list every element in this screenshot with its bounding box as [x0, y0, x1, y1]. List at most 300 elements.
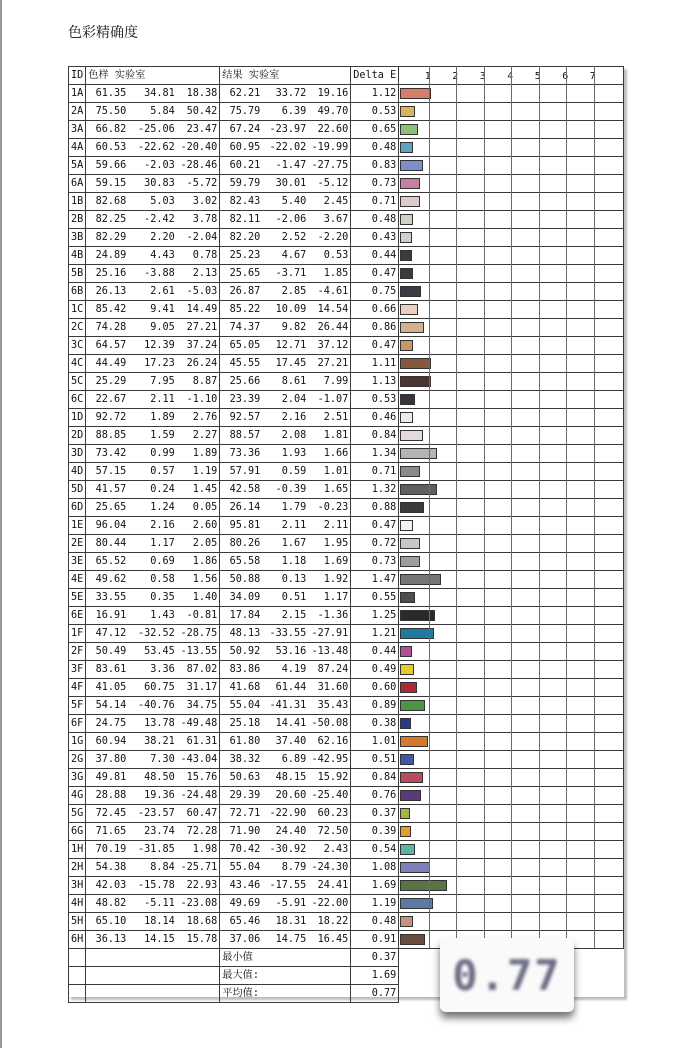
delta-e-value: 0.72: [351, 535, 399, 553]
table-row: [69, 355, 624, 373]
result-l-value: 75.79: [229, 106, 261, 117]
table-header-row: [69, 67, 624, 85]
delta-e-value: 1.08: [351, 859, 399, 877]
delta-e-bar: [400, 304, 418, 315]
row-id: 1A: [69, 85, 86, 103]
result-lab-cell: [220, 607, 351, 625]
result-b-value: -42.95: [311, 754, 349, 765]
result-l-value: 80.26: [229, 538, 261, 549]
row-id: 1H: [69, 841, 86, 859]
delta-e-bar-cell: [399, 913, 624, 931]
delta-e-bar: [400, 502, 424, 513]
reference-b-value: 1.98: [192, 844, 218, 855]
result-a-value: 17.45: [275, 358, 307, 369]
result-lab-cell: [220, 247, 351, 265]
result-lab-cell: [220, 319, 351, 337]
row-id: 5F: [69, 697, 86, 715]
table-row: [69, 805, 624, 823]
result-l-value: 57.91: [229, 466, 261, 477]
delta-e-bar: [400, 862, 430, 873]
result-a-value: 1.93: [281, 448, 307, 459]
reference-l-value: 41.05: [95, 682, 127, 693]
result-lab-cell: [220, 931, 351, 949]
delta-e-bar: [400, 772, 423, 783]
delta-e-bar-cell: [399, 535, 624, 553]
delta-e-bar-cell: [399, 373, 624, 391]
reference-lab-cell: [86, 121, 220, 139]
delta-e-value: 0.47: [351, 265, 399, 283]
delta-e-bar: [400, 358, 431, 369]
result-lab-cell: [220, 121, 351, 139]
result-b-value: 1.95: [323, 538, 349, 549]
table-row: [69, 301, 624, 319]
reference-lab-cell: [86, 625, 220, 643]
delta-e-bar-cell: [399, 265, 624, 283]
result-l-value: 55.04: [229, 700, 261, 711]
reference-b-value: 2.60: [192, 520, 218, 531]
reference-l-value: 83.61: [95, 664, 127, 675]
result-a-value: 1.67: [281, 538, 307, 549]
delta-e-value: 0.75: [351, 283, 399, 301]
reference-a-value: 8.84: [150, 862, 175, 873]
delta-e-bar: [400, 826, 411, 837]
delta-e-value: 0.49: [351, 661, 399, 679]
reference-lab-cell: [86, 679, 220, 697]
delta-e-bar-cell: [399, 499, 624, 517]
result-b-value: 72.50: [317, 826, 349, 837]
delta-e-bar-cell: [399, 355, 624, 373]
row-id: 2E: [69, 535, 86, 553]
result-a-value: 2.08: [281, 430, 307, 441]
result-a-value: 2.04: [281, 394, 307, 405]
reference-a-value: 18.14: [144, 916, 175, 927]
delta-e-bar: [400, 484, 436, 495]
row-id: 3B: [69, 229, 86, 247]
delta-e-bar: [400, 916, 413, 927]
reference-l-value: 88.85: [95, 430, 127, 441]
result-l-value: 55.04: [229, 862, 261, 873]
reference-b-value: 23.47: [186, 124, 218, 135]
result-b-value: 2.51: [323, 412, 349, 423]
result-b-value: 37.12: [317, 340, 349, 351]
reference-b-value: 37.24: [186, 340, 218, 351]
result-b-value: 27.21: [317, 358, 349, 369]
row-id: 4G: [69, 787, 86, 805]
table-row: [69, 409, 624, 427]
delta-e-bar: [400, 430, 423, 441]
result-a-value: 33.72: [275, 88, 307, 99]
reference-lab-cell: [86, 769, 220, 787]
result-lab-cell: [220, 769, 351, 787]
delta-e-bar-cell: [399, 895, 624, 913]
reference-a-value: 2.20: [150, 232, 175, 243]
result-b-value: 16.45: [317, 934, 349, 945]
result-lab-cell: [220, 427, 351, 445]
delta-e-value: 0.53: [351, 103, 399, 121]
result-l-value: 42.58: [229, 484, 261, 495]
summary-value: 0.37: [351, 949, 399, 967]
reference-l-value: 70.19: [95, 844, 127, 855]
result-b-value: -0.23: [317, 502, 349, 513]
row-id: 4F: [69, 679, 86, 697]
row-id: 4D: [69, 463, 86, 481]
reference-l-value: 92.72: [95, 412, 127, 423]
delta-e-bar-cell: [399, 409, 624, 427]
reference-l-value: 25.65: [95, 502, 127, 513]
reference-l-value: 96.04: [95, 520, 127, 531]
reference-a-value: 1.17: [150, 538, 175, 549]
delta-e-bar: [400, 628, 433, 639]
reference-a-value: 3.36: [150, 664, 175, 675]
reference-a-value: 2.11: [150, 394, 175, 405]
delta-e-bar-cell: [399, 769, 624, 787]
delta-e-bar-cell: [399, 121, 624, 139]
delta-e-bar: [400, 286, 421, 297]
delta-e-bar: [400, 412, 413, 423]
delta-e-value: 0.91: [351, 931, 399, 949]
delta-e-bar: [400, 232, 412, 243]
row-id: 3C: [69, 337, 86, 355]
reference-a-value: -3.88: [144, 268, 175, 279]
delta-e-bar: [400, 664, 413, 675]
row-id: 5C: [69, 373, 86, 391]
row-id: 2F: [69, 643, 86, 661]
header-id: ID: [69, 67, 86, 85]
reference-b-value: 1.89: [192, 448, 218, 459]
delta-e-bar-cell: [399, 427, 624, 445]
delta-e-value: 1.32: [351, 481, 399, 499]
result-l-value: 61.80: [229, 736, 261, 747]
delta-e-value: 0.84: [351, 769, 399, 787]
delta-e-value: 0.53: [351, 391, 399, 409]
reference-lab-cell: [86, 607, 220, 625]
reference-lab-cell: [86, 427, 220, 445]
result-l-value: 26.14: [229, 502, 261, 513]
delta-e-bar-cell: [399, 859, 624, 877]
result-b-value: 19.16: [317, 88, 349, 99]
delta-e-value: 1.47: [351, 571, 399, 589]
average-highlight-value: 0.77: [452, 950, 562, 1000]
reference-b-value: 87.02: [186, 664, 218, 675]
result-a-value: -22.90: [269, 808, 307, 819]
result-l-value: 23.39: [229, 394, 261, 405]
reference-lab-cell: [86, 463, 220, 481]
reference-b-value: -25.71: [180, 862, 218, 873]
result-b-value: 35.43: [317, 700, 349, 711]
delta-e-bar: [400, 448, 437, 459]
result-b-value: -24.30: [311, 862, 349, 873]
delta-e-bar-cell: [399, 823, 624, 841]
reference-a-value: 0.35: [150, 592, 175, 603]
result-a-value: -23.97: [269, 124, 307, 135]
delta-e-bar: [400, 898, 433, 909]
color-accuracy-table: [68, 66, 624, 1003]
table-row: [69, 913, 624, 931]
delta-e-value: 0.65: [351, 121, 399, 139]
result-b-value: -50.08: [311, 718, 349, 729]
reference-lab-cell: [86, 175, 220, 193]
result-l-value: 25.18: [229, 718, 261, 729]
result-b-value: -19.99: [311, 142, 349, 153]
result-lab-cell: [220, 571, 351, 589]
reference-a-value: 0.57: [150, 466, 175, 477]
reference-b-value: 72.28: [186, 826, 218, 837]
result-lab-cell: [220, 265, 351, 283]
scale-tick-label: 7: [589, 71, 596, 82]
result-b-value: 14.54: [317, 304, 349, 315]
result-b-value: -25.40: [311, 790, 349, 801]
row-id: 4E: [69, 571, 86, 589]
reference-l-value: 74.28: [95, 322, 127, 333]
delta-e-bar-cell: [399, 625, 624, 643]
table-row: [69, 697, 624, 715]
reference-a-value: -40.76: [137, 700, 175, 711]
result-l-value: 71.90: [229, 826, 261, 837]
reference-b-value: -23.08: [180, 898, 218, 909]
reference-l-value: 82.25: [95, 214, 127, 225]
reference-lab-cell: [86, 895, 220, 913]
delta-e-bar: [400, 592, 415, 603]
reference-lab-cell: [86, 805, 220, 823]
reference-lab-cell: [86, 103, 220, 121]
row-id: 4H: [69, 895, 86, 913]
table-row: [69, 841, 624, 859]
reference-l-value: 54.38: [95, 862, 127, 873]
row-id: 3D: [69, 445, 86, 463]
reference-lab-cell: [86, 283, 220, 301]
result-l-value: 37.06: [229, 934, 261, 945]
row-id: 2G: [69, 751, 86, 769]
result-l-value: 65.46: [229, 916, 261, 927]
reference-b-value: 2.13: [192, 268, 218, 279]
row-id: 1C: [69, 301, 86, 319]
result-lab-cell: [220, 103, 351, 121]
delta-e-value: 0.39: [351, 823, 399, 841]
row-id: 1B: [69, 193, 86, 211]
result-a-value: 24.40: [275, 826, 307, 837]
summary-empty-cell: [69, 967, 86, 985]
result-lab-cell: [220, 517, 351, 535]
summary-empty-cell: [86, 967, 220, 985]
result-b-value: 18.22: [317, 916, 349, 927]
reference-a-value: -22.62: [137, 142, 175, 153]
reference-l-value: 49.81: [95, 772, 127, 783]
reference-lab-cell: [86, 481, 220, 499]
reference-b-value: 18.68: [186, 916, 218, 927]
reference-lab-cell: [86, 859, 220, 877]
reference-b-value: 3.02: [192, 196, 218, 207]
delta-e-bar-cell: [399, 697, 624, 715]
reference-lab-cell: [86, 211, 220, 229]
result-lab-cell: [220, 697, 351, 715]
delta-e-value: 0.60: [351, 679, 399, 697]
result-b-value: 60.23: [317, 808, 349, 819]
reference-lab-cell: [86, 85, 220, 103]
reference-b-value: -13.55: [180, 646, 218, 657]
reference-b-value: -1.10: [186, 394, 218, 405]
delta-e-bar-cell: [399, 175, 624, 193]
result-lab-cell: [220, 751, 351, 769]
result-b-value: 22.60: [317, 124, 349, 135]
result-b-value: -1.07: [317, 394, 349, 405]
delta-e-bar-cell: [399, 319, 624, 337]
result-b-value: -2.20: [317, 232, 349, 243]
delta-e-bar-cell: [399, 391, 624, 409]
delta-e-bar: [400, 844, 415, 855]
delta-e-bar-cell: [399, 733, 624, 751]
delta-e-bar-cell: [399, 337, 624, 355]
row-id: 2B: [69, 211, 86, 229]
reference-lab-cell: [86, 661, 220, 679]
result-a-value: 30.01: [275, 178, 307, 189]
row-id: 6C: [69, 391, 86, 409]
reference-lab-cell: [86, 319, 220, 337]
summary-value: 1.69: [351, 967, 399, 985]
row-id: 6H: [69, 931, 86, 949]
reference-l-value: 59.15: [95, 178, 127, 189]
delta-e-value: 1.13: [351, 373, 399, 391]
reference-lab-cell: [86, 373, 220, 391]
scale-tick-label: 4: [507, 71, 514, 82]
color-accuracy-sheet: [68, 66, 624, 997]
delta-e-value: 0.44: [351, 643, 399, 661]
result-a-value: 6.39: [281, 106, 307, 117]
result-b-value: 62.16: [317, 736, 349, 747]
row-id: 4A: [69, 139, 86, 157]
delta-e-bar-cell: [399, 247, 624, 265]
reference-l-value: 66.82: [95, 124, 127, 135]
reference-a-value: 5.03: [150, 196, 175, 207]
reference-b-value: 61.31: [186, 736, 218, 747]
table-row: [69, 571, 624, 589]
delta-e-bar: [400, 700, 424, 711]
table-row: [69, 283, 624, 301]
delta-e-bar: [400, 160, 423, 171]
reference-l-value: 71.65: [95, 826, 127, 837]
delta-e-bar: [400, 934, 425, 945]
delta-e-bar-cell: [399, 85, 624, 103]
row-id: 4C: [69, 355, 86, 373]
result-lab-cell: [220, 553, 351, 571]
table-row: [69, 859, 624, 877]
reference-b-value: -20.40: [180, 142, 218, 153]
result-a-value: 1.79: [281, 502, 307, 513]
result-a-value: -1.47: [275, 160, 307, 171]
delta-e-bar: [400, 808, 410, 819]
reference-l-value: 16.91: [95, 610, 127, 621]
delta-e-value: 0.76: [351, 787, 399, 805]
reference-a-value: 19.36: [144, 790, 175, 801]
row-id: 5G: [69, 805, 86, 823]
reference-a-value: 0.69: [150, 556, 175, 567]
delta-e-bar-cell: [399, 751, 624, 769]
result-l-value: 74.37: [229, 322, 261, 333]
table-row: [69, 823, 624, 841]
result-b-value: 49.70: [317, 106, 349, 117]
result-l-value: 29.39: [229, 790, 261, 801]
reference-a-value: 13.78: [144, 718, 175, 729]
delta-e-bar: [400, 124, 418, 135]
reference-l-value: 59.66: [95, 160, 127, 171]
result-lab-cell: [220, 625, 351, 643]
table-row: [69, 499, 624, 517]
delta-e-value: 0.47: [351, 337, 399, 355]
delta-e-value: 0.71: [351, 193, 399, 211]
reference-b-value: 0.05: [192, 502, 218, 513]
delta-e-bar-cell: [399, 607, 624, 625]
reference-a-value: 4.43: [150, 250, 175, 261]
reference-a-value: 7.30: [150, 754, 175, 765]
reference-a-value: 14.15: [144, 934, 175, 945]
result-a-value: 4.19: [281, 664, 307, 675]
average-highlight-popup: [440, 938, 574, 1012]
result-a-value: 53.16: [275, 646, 307, 657]
result-a-value: -2.06: [275, 214, 307, 225]
row-id: 2D: [69, 427, 86, 445]
row-id: 1E: [69, 517, 86, 535]
scale-tick-label: 6: [562, 71, 569, 82]
reference-a-value: 60.75: [144, 682, 175, 693]
row-id: 4B: [69, 247, 86, 265]
delta-e-bar-cell: [399, 463, 624, 481]
reference-b-value: 18.38: [186, 88, 218, 99]
header-scale: [399, 67, 624, 85]
table-row: [69, 733, 624, 751]
result-lab-cell: [220, 301, 351, 319]
delta-e-value: 0.84: [351, 427, 399, 445]
delta-e-bar: [400, 718, 410, 729]
reference-lab-cell: [86, 265, 220, 283]
result-b-value: 1.69: [323, 556, 349, 567]
reference-a-value: 2.16: [150, 520, 175, 531]
result-lab-cell: [220, 139, 351, 157]
reference-a-value: -15.78: [137, 880, 175, 891]
result-l-value: 72.71: [229, 808, 261, 819]
result-lab-cell: [220, 409, 351, 427]
reference-lab-cell: [86, 823, 220, 841]
header-delta-e: Delta E: [351, 67, 399, 85]
delta-e-bar-cell: [399, 139, 624, 157]
delta-e-bar-cell: [399, 103, 624, 121]
reference-b-value: 26.24: [186, 358, 218, 369]
result-l-value: 34.09: [229, 592, 261, 603]
result-lab-cell: [220, 211, 351, 229]
row-id: 6E: [69, 607, 86, 625]
reference-b-value: -5.72: [186, 178, 218, 189]
reference-l-value: 24.75: [95, 718, 127, 729]
result-lab-cell: [220, 535, 351, 553]
result-l-value: 83.86: [229, 664, 261, 675]
scale-tick-label: 3: [479, 71, 486, 82]
result-b-value: 15.92: [317, 772, 349, 783]
delta-e-bar-cell: [399, 193, 624, 211]
result-l-value: 70.42: [229, 844, 261, 855]
reference-l-value: 37.80: [95, 754, 127, 765]
result-lab-cell: [220, 661, 351, 679]
reference-a-value: 23.74: [144, 826, 175, 837]
result-lab-cell: [220, 373, 351, 391]
reference-b-value: 22.93: [186, 880, 218, 891]
reference-b-value: 8.87: [192, 376, 218, 387]
delta-e-value: 1.19: [351, 895, 399, 913]
result-a-value: -30.92: [269, 844, 307, 855]
reference-l-value: 60.53: [95, 142, 127, 153]
reference-b-value: 3.78: [192, 214, 218, 225]
reference-lab-cell: [86, 499, 220, 517]
delta-e-value: 0.48: [351, 211, 399, 229]
result-a-value: -33.55: [269, 628, 307, 639]
table-row: [69, 877, 624, 895]
